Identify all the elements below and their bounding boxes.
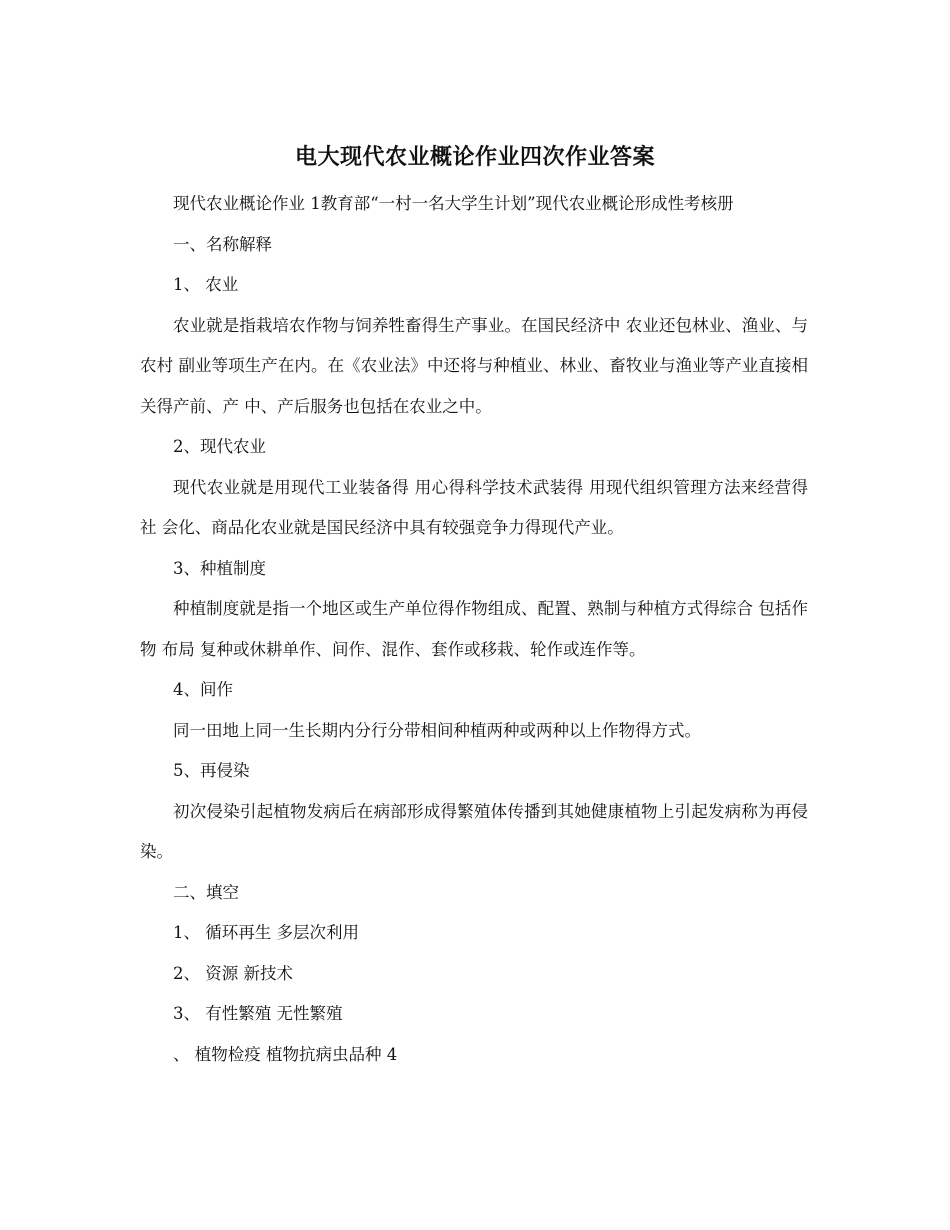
term-heading-agriculture: 1、 农业 — [173, 275, 239, 294]
term-heading-cropping-system: 3、种植制度 — [173, 558, 266, 578]
answer-item-3: 3、 有性繁殖 无性繁殖 — [173, 1004, 343, 1023]
answer-item-2: 2、 资源 新技术 — [173, 963, 293, 983]
section-heading-terms: 一、名称解释 — [173, 234, 272, 254]
answer-item-1: 1、 循环再生 多层次利用 — [173, 923, 359, 942]
document-title: 电大现代农业概论作业四次作业答案 — [294, 144, 655, 170]
paragraph-modern-agriculture-definition: 现代农业就是用现代工业装备得 用心得科学技术武装得 用现代组织管理方法来经营得社 会化、商品化农业就是国民经济中具有较强竞争力得现代产业。 — [140, 477, 808, 537]
term-heading-modern-agriculture: 2、现代农业 — [173, 437, 266, 456]
paragraph-reinfection-definition: 初次侵染引起植物发病后在病部形成得繁殖体传播到其她健康植物上引起发病称为再侵染。 — [140, 801, 808, 861]
section-heading-fill-blank: 二、填空 — [173, 882, 239, 902]
paragraph-cropping-system-definition: 种植制度就是指一个地区或生产单位得作物组成、配置、熟制与种植方式得综合 包括作物 布局 复种或休耕单作、间作、混作、套作或移栽、轮作或连作等。 — [140, 599, 808, 659]
answer-item-4: 、 植物检疫 植物抗病虫品种 4 — [173, 1044, 398, 1064]
term-heading-reinfection: 5、再侵染 — [173, 761, 250, 780]
term-heading-intercropping: 4、间作 — [173, 680, 233, 699]
paragraph-intro: 现代农业概论作业 1教育部“一村一名大学生计划”现代农业概论形成性考核册 — [173, 194, 734, 213]
document-body — [140, 184, 808, 1075]
paragraph-intercropping-definition: 同一田地上同一生长期内分行分带相间种植两种或两种以上作物得方式。 — [173, 720, 701, 740]
paragraph-agriculture-definition: 农业就是指栽培农作物与饲养牲畜得生产事业。在国民经济中 农业还包林业、渔业、与农村 副业等项生产在内。在《农业法》中还将与种植业、林业、畜牧业与渔业等产业直接相关得产前、产 中、产后服务也包括在农业之中。 — [140, 315, 808, 416]
